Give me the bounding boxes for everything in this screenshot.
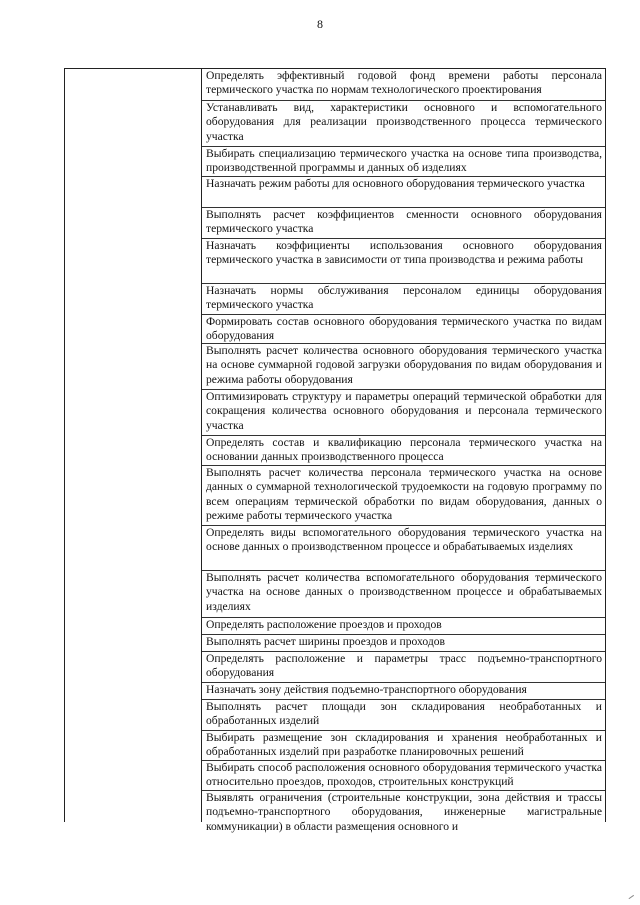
table-row: Выполнять расчет количества основного оборудования термического участка на основе суммарной годовой загрузки оборудования по видам оборудования и режима работы оборудования: [202, 344, 605, 390]
table-row: Выбирать размещение зон складирования и хранения необработанных и обработанных изделий при разработке планировочных решений: [202, 731, 605, 761]
table-row: Выполнять расчет количества персонала термического участка на основе данных о суммарной технологической трудоемкости на годовую программу по всем операциям термической обработки по видам оборудования, данных о режиме работы термического участка: [202, 466, 605, 526]
table-row: Выполнять расчет количества вспомогательного оборудования термического участка на основе данных о производственном процессе и обрабатываемых изделиях: [202, 571, 605, 618]
table-row: Определять эффективный годовой фонд времени работы персонала термического участка по нормам технологического проектирования: [202, 69, 605, 101]
table-row: Выбирать способ расположения основного оборудования термического участка относительно проездов, проходов, строительных конструкций: [202, 761, 605, 791]
table-row: Определять виды вспомогательного оборудования термического участка на основе данных о производственном процессе и обрабатываемых изделиях: [202, 526, 605, 571]
table-row: Выбирать специализацию термического участка на основе типа производства, производственной программы и данных об изделиях: [202, 147, 605, 177]
table-row: Назначать зону действия подъемно-транспортного оборудования: [202, 683, 605, 700]
table-row: Назначать режим работы для основного оборудования термического участка: [202, 177, 605, 208]
scan-artifact: [629, 895, 638, 904]
table-row: Выполнять расчет ширины проездов и проходов: [202, 635, 605, 652]
table-row: Определять расположение и параметры трасс подъемно-транспортного оборудования: [202, 652, 605, 683]
table-row: Выполнять расчет коэффициентов сменности основного оборудования термического участка: [202, 208, 605, 239]
table-row: Оптимизировать структуру и параметры операций термической обработки для сокращения количества основного оборудования и персонала термического участка: [202, 390, 605, 436]
table-row: Определять состав и квалификацию персонала термического участка на основании данных производственного процесса: [202, 436, 605, 466]
page-number: 8: [317, 17, 323, 31]
table-row: Определять расположение проездов и проходов: [202, 618, 605, 635]
table-row: Формировать состав основного оборудования термического участка по видам оборудования: [202, 315, 605, 344]
table-row: Назначать коэффициенты использования основного оборудования термического участка в зависимости от типа производства и режима работы: [202, 239, 605, 284]
table-row: Выявлять ограничения (строительные конструкции, зона действия и трассы подъемно-транспортного оборудования, инженерные магистральные коммуникации) в области размещения основного и: [206, 791, 602, 833]
table-row: Выполнять расчет площади зон складирования необработанных и обработанных изделий: [202, 700, 605, 731]
table-right-column: [202, 69, 605, 833]
table-row: Устанавливать вид, характеристики основного и вспомогательного оборудования для реализации производственного процесса термического участка: [202, 101, 605, 147]
table-left-column: [65, 69, 202, 822]
table-row: Назначать нормы обслуживания персоналом единицы оборудования термического участка: [202, 284, 605, 315]
skills-table: [64, 68, 606, 833]
